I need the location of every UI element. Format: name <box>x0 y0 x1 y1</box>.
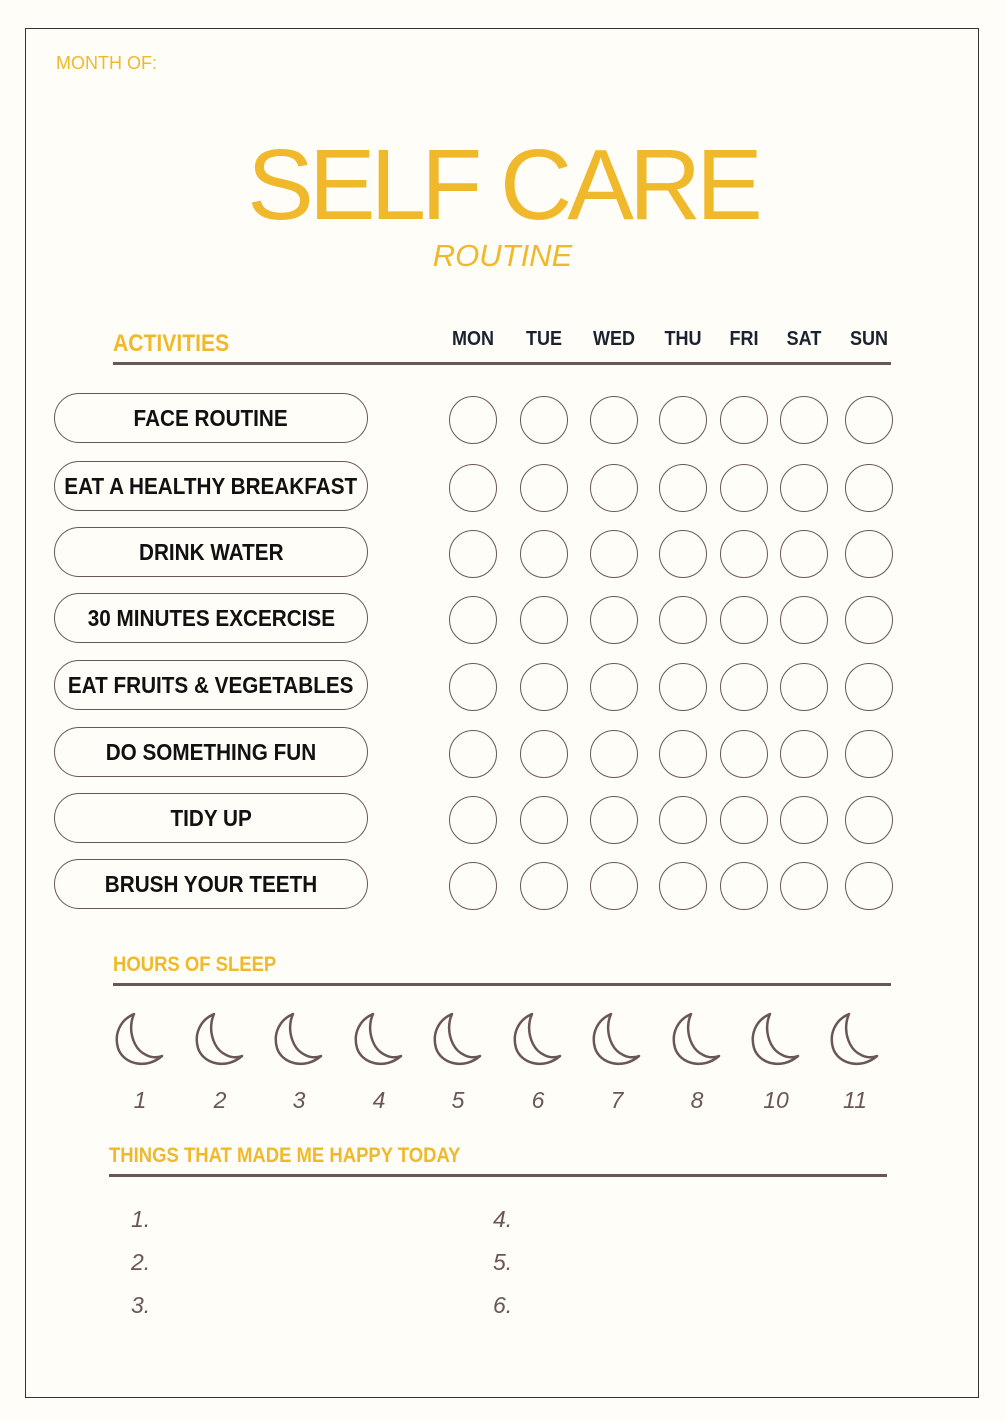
day-checkbox[interactable] <box>780 730 828 778</box>
happy-heading: THINGS THAT MADE ME HAPPY TODAY <box>109 1144 461 1167</box>
activity-text: DO SOMETHING FUN <box>105 738 317 765</box>
happy-divider <box>109 1174 887 1177</box>
sleep-hour-label: 3 <box>292 1087 306 1113</box>
day-checkbox[interactable] <box>520 530 568 578</box>
day-checkbox[interactable] <box>659 530 707 578</box>
day-checkbox[interactable] <box>845 396 893 444</box>
day-checkbox[interactable] <box>520 663 568 711</box>
moon-icon[interactable] <box>192 1010 248 1070</box>
day-checkbox[interactable] <box>659 596 707 644</box>
activity-label <box>54 793 368 843</box>
happy-list-item[interactable]: 2. <box>131 1249 151 1275</box>
day-checkbox[interactable] <box>520 862 568 910</box>
day-checkbox[interactable] <box>845 663 893 711</box>
day-checkbox[interactable] <box>780 396 828 444</box>
moon-icon[interactable] <box>510 1010 566 1070</box>
activity-text: FACE ROUTINE <box>133 404 289 431</box>
activity-text: EAT FRUITS & VEGETABLES <box>68 671 354 698</box>
sleep-hour-label: 10 <box>763 1087 789 1113</box>
day-checkbox[interactable] <box>449 862 497 910</box>
day-checkbox[interactable] <box>720 663 768 711</box>
day-checkbox[interactable] <box>520 464 568 512</box>
day-checkbox[interactable] <box>590 530 638 578</box>
sleep-hour-label: 4 <box>372 1087 386 1113</box>
moon-icon[interactable] <box>271 1010 327 1070</box>
sleep-hour-label: 1 <box>133 1087 147 1113</box>
day-checkbox[interactable] <box>590 796 638 844</box>
sleep-hour-label: 6 <box>531 1087 545 1113</box>
moon-icon[interactable] <box>669 1010 725 1070</box>
day-checkbox[interactable] <box>659 464 707 512</box>
activities-divider <box>113 362 891 365</box>
happy-list-item[interactable]: 1. <box>131 1206 151 1232</box>
day-checkbox[interactable] <box>659 730 707 778</box>
day-checkbox[interactable] <box>780 663 828 711</box>
activity-label <box>54 393 368 443</box>
moon-icon[interactable] <box>351 1010 407 1070</box>
sleep-hour-label: 8 <box>690 1087 704 1113</box>
day-checkbox[interactable] <box>720 796 768 844</box>
day-checkbox[interactable] <box>720 596 768 644</box>
day-checkbox[interactable] <box>520 596 568 644</box>
day-checkbox[interactable] <box>720 730 768 778</box>
day-checkbox[interactable] <box>590 730 638 778</box>
day-checkbox[interactable] <box>590 464 638 512</box>
day-checkbox[interactable] <box>520 796 568 844</box>
activities-heading: ACTIVITIES <box>113 330 230 357</box>
day-checkbox[interactable] <box>520 396 568 444</box>
moon-icon[interactable] <box>827 1010 883 1070</box>
activity-text: TIDY UP <box>170 804 252 831</box>
moon-icon[interactable] <box>112 1010 168 1070</box>
activity-text: EAT A HEALTHY BREAKFAST <box>64 472 358 499</box>
day-checkbox[interactable] <box>520 730 568 778</box>
happy-list-item[interactable]: 4. <box>493 1206 513 1232</box>
day-checkbox[interactable] <box>590 596 638 644</box>
day-checkbox[interactable] <box>780 596 828 644</box>
day-checkbox[interactable] <box>780 464 828 512</box>
day-header-wed: WED <box>592 328 635 350</box>
day-checkbox[interactable] <box>659 396 707 444</box>
day-checkbox[interactable] <box>659 862 707 910</box>
day-checkbox[interactable] <box>780 796 828 844</box>
sleep-hour-label: 11 <box>843 1087 867 1113</box>
day-header-fri: FRI <box>729 328 759 350</box>
day-checkbox[interactable] <box>449 396 497 444</box>
sleep-divider <box>113 983 891 986</box>
sleep-heading: HOURS OF SLEEP <box>113 953 277 976</box>
moon-icon[interactable] <box>430 1010 486 1070</box>
day-checkbox[interactable] <box>449 796 497 844</box>
day-checkbox[interactable] <box>449 596 497 644</box>
day-checkbox[interactable] <box>590 663 638 711</box>
day-checkbox[interactable] <box>449 530 497 578</box>
day-header-mon: MON <box>451 328 494 350</box>
moon-icon[interactable] <box>748 1010 804 1070</box>
moon-icon[interactable] <box>589 1010 645 1070</box>
day-checkbox[interactable] <box>845 730 893 778</box>
sleep-hour-label: 5 <box>451 1087 465 1113</box>
activity-text: 30 MINUTES EXCERCISE <box>87 604 335 631</box>
day-checkbox[interactable] <box>845 862 893 910</box>
happy-list-item[interactable]: 6. <box>493 1292 513 1318</box>
day-header-sun: SUN <box>849 328 888 350</box>
activity-label <box>54 727 368 777</box>
day-checkbox[interactable] <box>780 862 828 910</box>
day-checkbox[interactable] <box>845 796 893 844</box>
day-checkbox[interactable] <box>659 663 707 711</box>
month-label: MONTH OF: <box>56 53 157 73</box>
day-checkbox[interactable] <box>449 464 497 512</box>
day-checkbox[interactable] <box>590 862 638 910</box>
happy-list-item[interactable]: 3. <box>131 1292 151 1318</box>
activity-text: BRUSH YOUR TEETH <box>104 870 318 897</box>
activity-label <box>54 461 368 511</box>
page-title: SELF CARE <box>247 129 758 241</box>
day-checkbox[interactable] <box>720 862 768 910</box>
day-checkbox[interactable] <box>845 530 893 578</box>
happy-list-item[interactable]: 5. <box>493 1249 513 1275</box>
activity-label <box>54 593 368 643</box>
sleep-hour-label: 2 <box>213 1087 227 1113</box>
day-checkbox[interactable] <box>845 596 893 644</box>
day-header-thu: THU <box>664 328 702 350</box>
day-checkbox[interactable] <box>720 464 768 512</box>
day-checkbox[interactable] <box>590 396 638 444</box>
day-checkbox[interactable] <box>720 396 768 444</box>
day-checkbox[interactable] <box>780 530 828 578</box>
day-checkbox[interactable] <box>845 464 893 512</box>
day-checkbox[interactable] <box>449 663 497 711</box>
page-subtitle: ROUTINE <box>432 238 573 273</box>
activity-label <box>54 660 368 710</box>
sleep-hour-label: 7 <box>610 1087 624 1113</box>
activity-label <box>54 859 368 909</box>
day-checkbox[interactable] <box>449 730 497 778</box>
day-checkbox[interactable] <box>720 530 768 578</box>
activity-label <box>54 527 368 577</box>
day-header-tue: TUE <box>526 328 562 350</box>
day-checkbox[interactable] <box>659 796 707 844</box>
day-header-sat: SAT <box>786 328 822 350</box>
activity-text: DRINK WATER <box>138 538 284 565</box>
